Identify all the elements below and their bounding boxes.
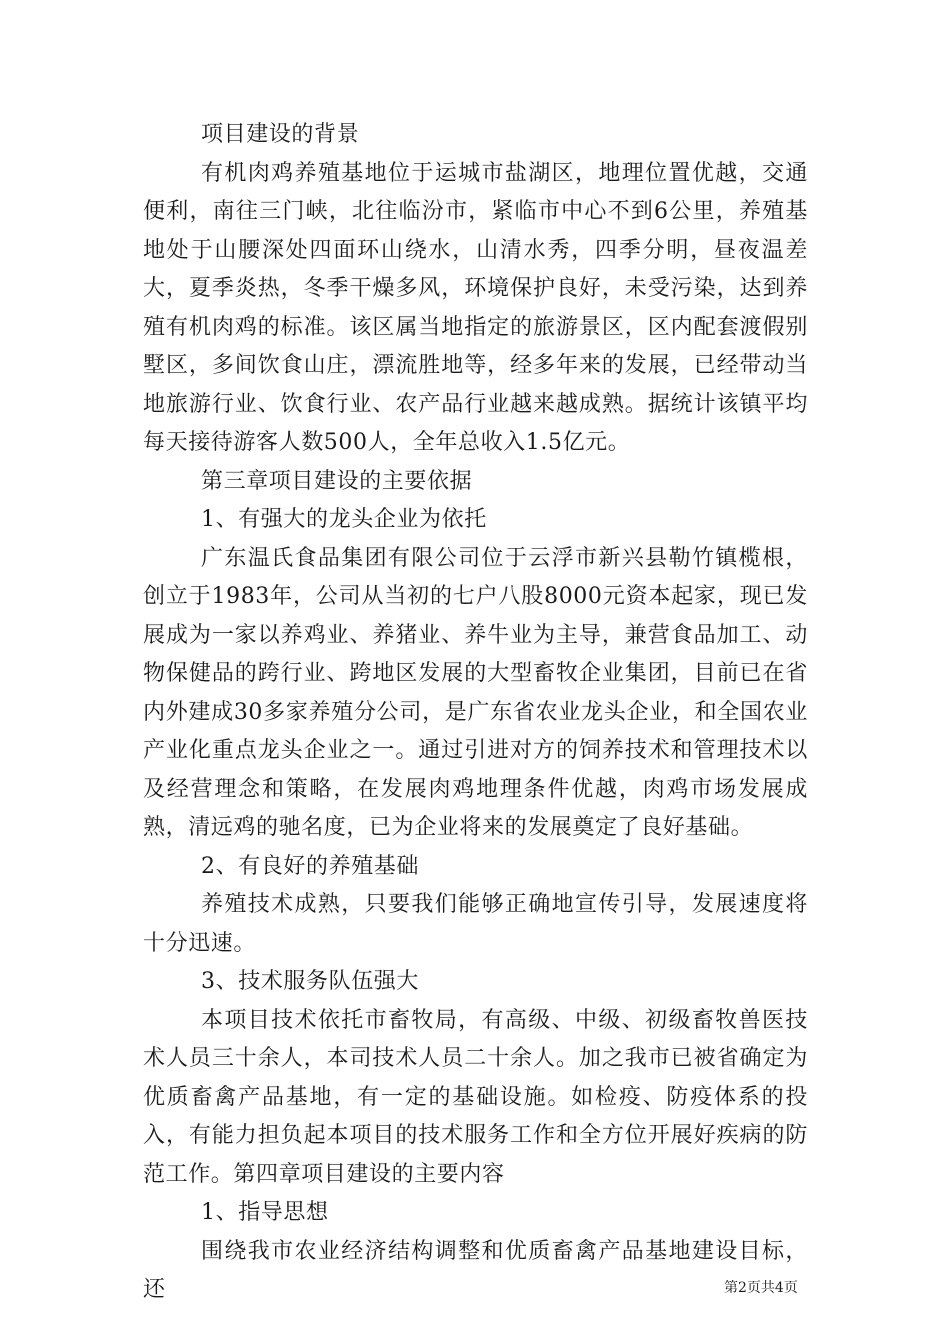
paragraph-base-location: 有机肉鸡养殖基地位于运城市盐湖区，地理位置优越，交通便利，南往三门峡，北往临汾市，紧临市中心不到6公里，养殖基地处于山腰深处四面环山绕水，山清水秀，四季分明，昼夜温差大，夏季炎热，冬季干燥多风，环境保护良好，未受污染，达到养殖有机肉鸡的标准。该区属当地指定的旅游景区，区内配套渡假别墅区，多间饮食山庄，漂流胜地等，经多年来的发展，已经带动当地旅游行业、饮食行业、农产品行业越来越成熟。据统计该镇平均每天接待游客人数500人，全年总收入1.5亿元。 [143, 160, 808, 455]
subheading-guiding-ideology: 1、指导思想 [201, 1200, 329, 1225]
chapter-heading-basis: 第三章项目建设的主要依据 [201, 468, 473, 494]
subheading-leading-enterprise: 1、有强大的龙头企业为依托 [201, 507, 487, 532]
paragraph-breeding-tech: 养殖技术成熟，只要我们能够正确地宣传引导，发展速度将十分迅速。 [143, 892, 808, 956]
document-body [143, 116, 808, 1310]
paragraph-guiding-ideology: 围绕我市农业经济结构调整和优质畜禽产品基地建设目标，还 [143, 1238, 808, 1302]
paragraph-tech-support: 本项目技术依托市畜牧局，有高级、中级、初级畜牧兽医技术人员三十余人，本司技术人员二十余人。加之我市已被省确定为优质畜禽产品基地，有一定的基础设施。如检疫、防疫体系的投入，有能力担负起本项目的技术服务工作和全方位开展好疾病的防范工作。第四章项目建设的主要内容 [143, 1007, 808, 1187]
section-heading-background: 项目建设的背景 [201, 122, 360, 147]
subheading-tech-team: 3、技术服务队伍强大 [201, 969, 419, 994]
page-number: 第2页共4页 [724, 1280, 798, 1296]
paragraph-wens-group: 广东温氏食品集团有限公司位于云浮市新兴县勒竹镇榄根，创立于1983年，公司从当初的七户八股8000元资本起家，现已发展成为一家以养鸡业、养猪业、养牛业为主导，兼营食品加工、动物保健品的跨行业、跨地区发展的大型畜牧企业集团，目前已在省内外建成30多家养殖分公司，是广东省农业龙头企业，和全国农业产业化重点龙头企业之一。通过引进对方的饲养技术和管理技术以及经营理念和策略，在发展肉鸡地理条件优越，肉鸡市场发展成熟，清远鸡的驰名度，已为企业将来的发展奠定了良好基础。 [143, 545, 808, 840]
subheading-breeding-foundation: 2、有良好的养殖基础 [201, 853, 419, 879]
